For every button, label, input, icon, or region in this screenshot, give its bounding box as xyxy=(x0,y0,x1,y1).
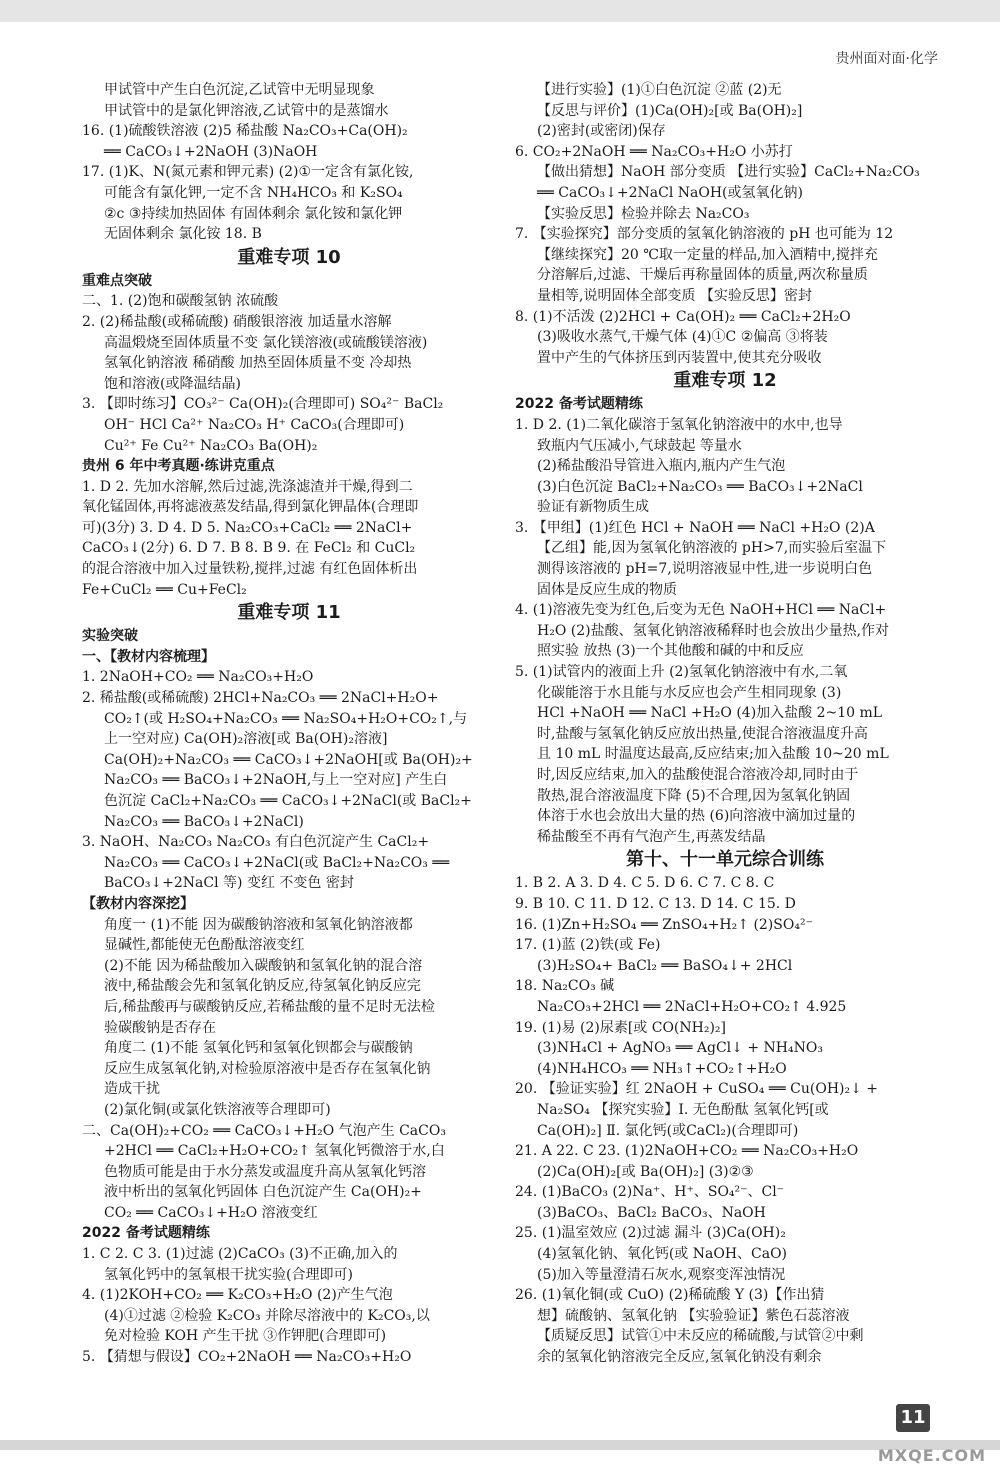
answer-line: 照实验 放热 (3)一个其他酸和碱的中和反应 xyxy=(537,643,804,660)
answer-line: 8. (1)不活泼 (2)2HCl + Ca(OH)₂ ══ CaCl₂+2H₂O xyxy=(515,308,851,325)
subsection-label: 2022 备考试题精练 xyxy=(515,396,643,413)
answer-line: 想】硫酸钠、氢氧化钠 【实验验证】紫色石蕊溶液 xyxy=(537,1307,850,1324)
answer-line: ②c ③持续加热固体 有固体剩余 氯化铵和氯化钾 xyxy=(104,205,403,222)
answer-line: 3. 【即时练习】CO₃²⁻ Ca(OH)₂(合理即可) SO₄²⁻ BaCl₂ xyxy=(82,396,444,413)
answer-line: 【做出猜想】NaOH 部分变质 【进行实验】CaCl₂+Na₂CO₃ xyxy=(537,164,920,181)
answer-line: (2)氯化铜(或氯化铁溶液等合理即可) xyxy=(104,1101,331,1118)
answer-line: 7. 【实验探究】部分变质的氢氧化钠溶液的 pH 也可能为 12 xyxy=(515,226,894,243)
answer-line: BaCO₃↓+2NaCl 等) 变红 不变色 密封 xyxy=(104,875,354,892)
subsection-label: 一、【教材内容梳理】 xyxy=(82,648,215,665)
answer-line: (2)稀盐酸沿导管进入瓶内,瓶内产生气泡 xyxy=(537,458,786,475)
answer-line: 且 10 mL 时温度达最高,反应结束;加入盐酸 10~20 mL xyxy=(537,746,889,763)
answer-line: 验证有新物质生成 xyxy=(537,499,649,516)
answer-line: 氢氧化钠溶液 稀硝酸 加热至固体质量不变 冷却热 xyxy=(104,355,412,372)
answer-line: 氧化锰固体,再将滤液蒸发结晶,得到氯化钾晶体(合理即 xyxy=(82,499,419,516)
answer-line: (2)不能 因为稀盐酸加入碳酸钠和氢氧化钠的混合溶 xyxy=(104,957,423,974)
subsection-label: 实验突破 xyxy=(82,628,138,645)
answer-line: 5. (1)试管内的液面上升 (2)氢氧化钠溶液中有水,二氧 xyxy=(515,664,848,681)
answer-line: 6. CO₂+2NaOH ══ Na₂CO₃+H₂O 小苏打 xyxy=(515,143,793,160)
answer-line: 色沉淀 CaCl₂+Na₂CO₃ ══ CaCO₃↓+2NaCl(或 BaCl₂+ xyxy=(104,793,472,809)
answer-line: CO₂↑(或 H₂SO₄+Na₂CO₃ ══ Na₂SO₄+H₂O+CO₂↑,与 xyxy=(104,710,468,727)
answer-line: 3. NaOH、Na₂CO₃ Na₂CO₃ 有白色沉淀产生 CaCl₂+ xyxy=(82,834,430,851)
answer-line: 16. (1)硫酸铁溶液 (2)5 稀盐酸 Na₂CO₃+Ca(OH)₂ xyxy=(82,123,408,140)
answer-line: 9. B 10. C 11. D 12. C 13. D 14. C 15. D xyxy=(515,895,796,912)
answer-line: (3)吸收水蒸气,干燥气体 (4)①C ②偏高 ③将装 xyxy=(537,329,828,346)
answer-line: 18. Na₂CO₃ 碱 xyxy=(515,978,615,995)
section-heading: 重难专项 11 xyxy=(237,602,341,624)
answer-line: ══ CaCO₃↓+2NaCl NaOH(或氢氧化钠) xyxy=(537,184,803,201)
answer-line: HCl +NaOH ══ NaCl +H₂O (4)加入盐酸 2~10 mL xyxy=(537,705,883,722)
answer-line: 2. 稀盐酸(或稀硫酸) 2HCl+Na₂CO₃ ══ 2NaCl+H₂O+ xyxy=(82,690,439,707)
answer-line: 【实验反思】检验并除去 Na₂CO₃ xyxy=(537,205,750,222)
answer-line: 【乙组】能,因为氢氧化钠溶液的 pH>7,而实验后室温下 xyxy=(537,540,887,557)
answer-line: Na₂CO₃+2HCl ══ 2NaCl+H₂O+CO₂↑ 4.925 xyxy=(537,998,847,1015)
answer-line: CaCO₃↓(2分) 6. D 7. B 8. B 9. 在 FeCl₂ 和 CuCl₂ xyxy=(82,540,416,557)
answer-line: Cu²⁺ Fe Cu²⁺ Na₂CO₃ Ba(OH)₂ xyxy=(104,437,318,454)
answer-line: 26. (1)氧化铜(或 CuO) (2)稀硫酸 Y (3)【作出猜 xyxy=(515,1287,825,1304)
subsection-label: 贵州 6 年中考真题·练讲克重点 xyxy=(82,458,275,475)
answer-line: 17. (1)蓝 (2)铁(或 Fe) xyxy=(515,937,661,954)
answer-line: 甲试管中的是氯化钾溶液,乙试管中的是蒸馏水 xyxy=(104,102,389,119)
answer-line: 余的氢氧化钠溶液完全反应,氢氧化钠没有剩余 xyxy=(537,1349,822,1366)
answer-line: 角度一 (1)不能 因为碳酸钠溶液和氢氧化钠溶液都 xyxy=(104,916,413,933)
answer-line: (4)NH₄HCO₃ ══ NH₃↑+CO₂↑+H₂O xyxy=(537,1060,787,1077)
answer-line: 反应生成氢氧化钠,对检验原溶液中是否存在氢氧化钠 xyxy=(104,1060,431,1077)
answer-line: 【继续探究】20 ℃取一定量的样品,加入酒精中,搅拌充 xyxy=(537,246,878,263)
answer-line: 甲试管中产生白色沉淀,乙试管中无明显现象 xyxy=(104,82,375,98)
answer-line: 1. D 2. (1)二氧化碳溶于氢氧化钠溶液中的水中,也导 xyxy=(515,416,843,433)
answer-line: 液中,稀盐酸会先和氢氧化钠反应,待氢氧化钠反应完 xyxy=(104,978,421,995)
section-heading: 第十、十一单元综合训练 xyxy=(626,849,824,871)
answer-line: Na₂CO₃ ══ BaCO₃↓+2NaCl) xyxy=(104,813,304,830)
answer-line: 16. (1)Zn+H₂SO₄ ══ ZnSO₄+H₂↑ (2)SO₄²⁻ xyxy=(515,916,813,933)
answer-line: OH⁻ HCl Ca²⁺ Na₂CO₃ H⁺ CaCO₃(合理即可) xyxy=(104,416,405,433)
answer-line: 二、Ca(OH)₂+CO₂ ══ CaCO₃↓+H₂O 气泡产生 CaCO₃ xyxy=(82,1122,446,1139)
answer-line: 置中产生的气体挤压到丙装置中,使其充分吸收 xyxy=(537,349,822,366)
answer-line: 25. (1)温室效应 (2)过滤 漏斗 (3)Ca(OH)₂ xyxy=(515,1225,786,1242)
answer-line: H₂O (2)盐酸、氢氧化钠溶液稀释时也会放出少量热,作对 xyxy=(537,622,890,639)
answer-line: 免对检验 KOH 产生干扰 ③作钾肥(合理即可) xyxy=(104,1328,387,1345)
answer-line: 造成干扰 xyxy=(104,1081,160,1098)
subsection-label: 2022 备考试题精练 xyxy=(82,1225,210,1242)
answer-line: 4. (1)2KOH+CO₂ ══ K₂CO₃+H₂O (2)产生气泡 xyxy=(82,1287,393,1304)
page-header-title: 贵州面对面·化学 xyxy=(835,51,938,67)
answer-line: 色物质可能是由于水分蒸发或温度升高从氢氧化钙溶 xyxy=(104,1163,426,1180)
answer-line: 分溶解后,过滤、干燥后再称量固体的质量,两次称量质 xyxy=(537,267,868,284)
page-number: 11 xyxy=(896,1404,930,1432)
answer-line: (4)①过滤 ②检验 K₂CO₃ 并除尽溶液中的 K₂CO₃,以 xyxy=(104,1307,430,1324)
answer-line: 【反思与评价】(1)Ca(OH)₂[或 Ba(OH)₂] xyxy=(537,102,803,119)
answer-line: (2)Ca(OH)₂[或 Ba(OH)₂] (3)②③ xyxy=(537,1163,754,1180)
subsection-label: 重难点突破 xyxy=(82,272,152,289)
answer-line: 无固体剩余 氯化铵 18. B xyxy=(104,226,262,243)
answer-column-right xyxy=(515,80,935,1410)
answer-line: 后,稀盐酸再与碳酸钠反应,若稀盐酸的量不足时无法检 xyxy=(104,998,435,1015)
answer-line: 5. 【猜想与假设】CO₂+2NaOH ══ Na₂CO₃+H₂O xyxy=(82,1349,412,1366)
answer-line: 19. (1)易 (2)尿素[或 CO(NH₂)₂] xyxy=(515,1019,726,1036)
answer-line: 稀盐酸至不再有气泡产生,再蒸发结晶 xyxy=(537,828,766,845)
answer-line: 17. (1)K、N(氮元素和钾元素) (2)①一定含有氯化铵, xyxy=(82,164,414,181)
answer-line: 4. (1)溶液先变为红色,后变为无色 NaOH+HCl ══ NaCl+ xyxy=(515,602,887,619)
answer-line: Na₂CO₃ ══ CaCO₃↓+2NaCl(或 BaCl₂+Na₂CO₃ ══ xyxy=(104,854,450,871)
bottom-margin-band xyxy=(0,1440,1000,1450)
section-heading: 重难专项 12 xyxy=(673,370,777,392)
answer-line: 1. C 2. C 3. (1)过滤 (2)CaCO₃ (3)不正确,加入的 xyxy=(82,1246,398,1263)
answer-line: 2. (2)稀盐酸(或稀硫酸) 硝酸银溶液 加适量水溶解 xyxy=(82,313,392,330)
answer-line: 1. 2NaOH+CO₂ ══ Na₂CO₃+H₂O xyxy=(82,669,314,686)
answer-line: 量相等,说明固体全部变质 【实验反思】密封 xyxy=(537,287,812,304)
answer-line: 可能含有氯化钾,一定不含 NH₄HCO₃ 和 K₂SO₄ xyxy=(104,184,403,201)
answer-line: 时,盐酸与氢氧化钠反应放出热量,使混合溶液温度升高 xyxy=(537,725,868,742)
answer-line: 【进行实验】(1)①白色沉淀 ②蓝 (2)无 xyxy=(537,82,782,98)
answer-line: 氢氧化钙中的氢氧根干扰实验(合理即可) xyxy=(104,1266,353,1283)
answer-line: 高温煅烧至固体质量不变 氯化镁溶液(或硫酸镁溶液) xyxy=(104,334,428,351)
answer-line: (3)BaCO₃、BaCl₂ BaCO₃、NaOH xyxy=(537,1204,766,1221)
answer-line: 液中析出的氢氧化钙固体 白色沉淀产生 Ca(OH)₂+ xyxy=(104,1184,422,1201)
answer-line: 化碳能溶于水且能与水反应也会产生相同现象 (3) xyxy=(537,684,842,701)
answer-line: (5)加入等量澄清石灰水,观察变浑浊情况 xyxy=(537,1266,786,1283)
answer-line: 1. D 2. 先加水溶解,然后过滤,洗涤滤渣并干燥,得到二 xyxy=(82,478,413,495)
answer-line: 3. 【甲组】(1)红色 HCl + NaOH ══ NaCl +H₂O (2)A xyxy=(515,519,875,536)
answer-line: Ca(OH)₂+Na₂CO₃ ══ CaCO₃↓+2NaOH[或 Ba(OH)₂+ xyxy=(104,751,473,768)
answer-line: Na₂CO₃ ══ BaCO₃↓+2NaOH,与上一空对应] 产生白 xyxy=(104,772,448,789)
answer-line: (2)密封(或密闭)保存 xyxy=(537,123,666,140)
answer-line: 时,因反应结束,加入的盐酸使混合溶液冷却,同时由于 xyxy=(537,767,859,783)
answer-line: 20. 【验证实验】红 2NaOH + CuSO₄ ══ Cu(OH)₂↓ + xyxy=(515,1081,879,1098)
answer-line: 固体是反应生成的物质 xyxy=(537,581,677,598)
answer-line: 显碱性,都能使无色酚酞溶液变红 xyxy=(104,937,305,954)
answer-line: 角度二 (1)不能 氢氧化钙和氢氧化钡都会与碳酸钠 xyxy=(104,1040,413,1057)
answer-line: CO₂ ══ CaCO₃↓+H₂O 溶液变红 xyxy=(104,1204,318,1221)
answer-line: 的混合溶液中加入过量铁粉,搅拌,过滤 有红色固体析出 xyxy=(82,561,418,578)
section-heading: 重难专项 10 xyxy=(237,246,341,268)
answer-line: ══ CaCO₃↓+2NaOH (3)NaOH xyxy=(104,143,318,160)
answer-column-left xyxy=(82,80,496,1410)
top-margin-band xyxy=(0,0,1000,22)
answer-line: 21. A 22. C 23. (1)2NaOH+CO₂ ══ Na₂CO₃+H₂O xyxy=(515,1143,859,1160)
answer-line: Ca(OH)₂] Ⅱ. 氯化钙(或CaCl₂)(合理即可) xyxy=(537,1122,799,1139)
answer-line: (3)白色沉淀 BaCl₂+Na₂CO₃ ══ BaCO₃↓+2NaCl xyxy=(537,478,863,495)
answer-line: (3)NH₄Cl + AgNO₃ ══ AgCl↓ + NH₄NO₃ xyxy=(537,1040,823,1057)
answer-line: (3)H₂SO₄+ BaCl₂ ══ BaSO₄↓+ 2HCl xyxy=(537,957,793,974)
answer-line: 体溶于水也会放出大量的热 (6)向溶液中滴加过量的 xyxy=(537,808,856,825)
answer-line: (4)氢氧化钠、氧化钙(或 NaOH、CaO) xyxy=(537,1246,788,1263)
answer-line: 饱和溶液(或降温结晶) xyxy=(104,375,241,392)
answer-line: 散热,混合溶液温度下降 (5)不合理,因为氢氧化钠固 xyxy=(537,787,851,804)
answer-line: 测得该溶液的 pH=7,说明溶液显中性,进一步说明白色 xyxy=(537,561,873,578)
answer-line: Fe+CuCl₂ ══ Cu+FeCl₂ xyxy=(82,581,247,598)
answer-line: 致瓶内气压减小,气球鼓起 等量水 xyxy=(537,437,742,454)
answer-line: 1. B 2. A 3. D 4. C 5. D 6. C 7. C 8. C xyxy=(515,875,775,892)
answer-line: 验碳酸钠是否存在 xyxy=(104,1019,216,1036)
answer-line: 可)(3分) 3. D 4. D 5. Na₂CO₃+CaCl₂ ══ 2NaCl+ xyxy=(82,519,413,536)
watermark-site-text: MXQE.COM xyxy=(877,1446,986,1465)
answer-line: Na₂SO₄ 【探究实验】Ⅰ. 无色酚酞 氢氧化钙[或 xyxy=(537,1101,829,1118)
subsection-label: 【教材内容深挖】 xyxy=(82,895,194,912)
answer-line: 二、1. (2)饱和碳酸氢钠 浓硫酸 xyxy=(82,293,279,310)
answer-line: 24. (1)BaCO₃ (2)Na⁺、H⁺、SO₄²⁻、Cl⁻ xyxy=(515,1184,785,1201)
answer-line: +2HCl ══ CaCl₂+H₂O+CO₂↑ 氢氧化钙微溶于水,白 xyxy=(104,1143,445,1160)
answer-line: 上一空对应) Ca(OH)₂溶液[或 Ba(OH)₂溶液] xyxy=(104,731,388,748)
answer-line: 【质疑反思】试管①中未反应的稀硫酸,与试管②中剩 xyxy=(537,1328,864,1345)
